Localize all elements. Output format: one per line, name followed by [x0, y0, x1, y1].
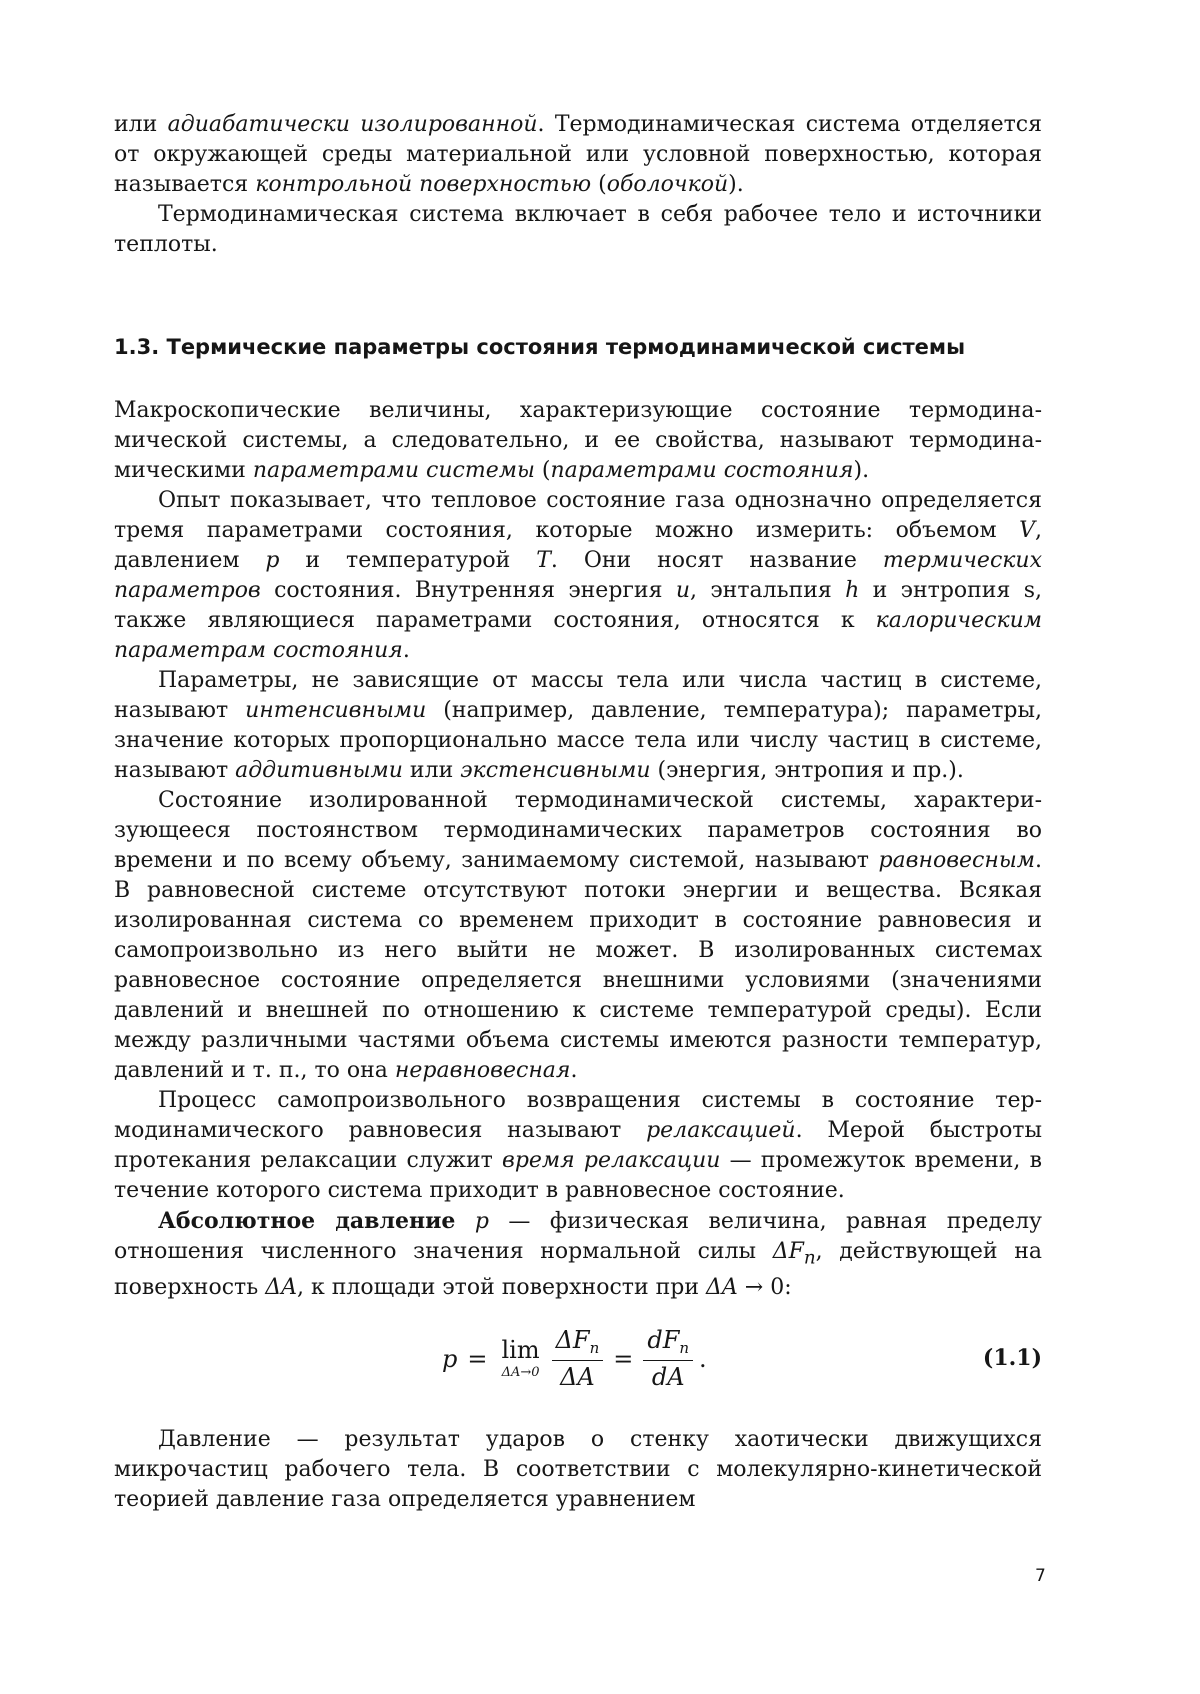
paragraph-intro-1: [114, 110, 1042, 200]
text-run: состояния. Внутренняя энергия: [260, 578, 676, 603]
math-symbol: ΔA: [265, 1275, 297, 1301]
text-run: , энтальпия: [690, 578, 846, 603]
paragraph-3: [114, 666, 1042, 786]
limit-subscript: ΔA→0: [501, 1365, 540, 1381]
italic-term: калорическим параметрам состояния: [114, 608, 1042, 663]
page-content: [114, 110, 1042, 1515]
math-subscript: n: [679, 1339, 690, 1358]
math-symbol: p: [265, 548, 280, 573]
text-run: → 0:: [737, 1275, 792, 1301]
page-number: 7: [1035, 1566, 1046, 1586]
math-symbol: p: [474, 1209, 489, 1234]
text-run: (: [534, 458, 551, 483]
equals-sign: =: [613, 1344, 634, 1373]
bold-term: Абсолютное давление: [158, 1208, 456, 1234]
limit-operator: [501, 1338, 539, 1379]
text-run: [455, 1209, 474, 1234]
italic-term: экстенсивными: [460, 758, 651, 783]
limit-word: lim: [501, 1336, 540, 1365]
equation-block: [114, 1311, 1042, 1419]
equals-sign: =: [467, 1344, 488, 1373]
text-run: или: [114, 112, 168, 137]
text-run: Параметры, не зависящие от массы тела или числа частиц в системе, называют: [114, 668, 1042, 723]
text-run: , к площади этой поверхности при: [296, 1275, 707, 1301]
paragraph-intro-2: Термодинамическая система включает в себя рабочее тело и источники теплоты.: [114, 202, 1042, 257]
text-run: — промежуток времени, в течение которого система приходит в равновесное состояние.: [114, 1148, 1042, 1203]
fraction-delta: [552, 1327, 604, 1390]
italic-term: термических параметров: [114, 548, 1042, 603]
math-symbol: dF: [647, 1326, 680, 1355]
text-run: (например, давление, температура); параметры, значение которых пропорционально массе тела или числу частиц в системе, называют: [114, 698, 1043, 783]
italic-term: контрольной поверхностью: [255, 172, 592, 197]
italic-term: неравновесная: [394, 1058, 571, 1083]
text-run: или: [402, 758, 461, 783]
text-run: Состояние изолированной термодинамической системы, характеризующееся постоянством термодинамических параметров состояния во времени и по всему объему, занимаемому системой, называют: [114, 788, 1042, 873]
italic-term: равновесным: [878, 848, 1035, 873]
text-run: ).: [853, 458, 870, 483]
math-subscript: n: [803, 1247, 816, 1269]
italic-term: оболочкой: [606, 172, 729, 197]
italic-term: параметрами системы: [252, 458, 535, 483]
text-run: Опыт показывает, что тепловое состояние газа однозначно определяется тремя параметрами состояния, которые можно измерить: объемом: [114, 488, 1042, 543]
paragraph-6: [114, 1206, 1042, 1303]
text-run: Процесс самопроизвольного возвращения системы в состояние термодинамического равновесия называют: [114, 1088, 1042, 1143]
math-symbol: V: [1019, 518, 1035, 543]
italic-term: интенсивными: [245, 698, 427, 723]
italic-term: адиабатически изолированной: [167, 112, 538, 137]
fraction-denominator: dA: [651, 1362, 685, 1391]
text-run: . Термодинамическая система отделяется от окружающей среды материальной или условной поверхностью, которая называется: [114, 112, 1043, 197]
section-heading: 1.3. Термические параметры состояния термодинамической системы: [114, 335, 966, 359]
text-run: (энергия, энтропия и пр.).: [650, 758, 964, 783]
math-symbol: h: [845, 578, 860, 603]
equation-lhs: p: [442, 1344, 458, 1373]
equation: [442, 1327, 707, 1390]
text-run: . В равновесной системе отсутствуют потоки энергии и вещества. Всякая изолированная система со временем приходит в состояние равновесия и самопроизвольно из него выйти не может. В изолированных системах равновесное состояние определяется внешними условиями (значениями давлений и внешней по отношению к системе температурой среды). Если между различными частями объема системы имеются разности температур, давлений и т. п., то она: [114, 848, 1042, 1083]
text-run: — физическая величина, равная пределу отношения численного значения нормальной силы: [114, 1209, 1042, 1264]
text-run: , действующей на поверхность: [114, 1239, 1042, 1301]
italic-term: релаксацией: [646, 1118, 796, 1143]
text-run: и температурой: [279, 548, 537, 573]
text-run: . Они носят название: [550, 548, 883, 573]
fraction-derivative: [643, 1327, 693, 1390]
text-run: (: [591, 172, 607, 197]
fraction-denominator: ΔA: [560, 1362, 595, 1391]
fraction-numerator: [643, 1327, 693, 1361]
math-subscript: n: [589, 1339, 600, 1358]
text-run: и энтропия s, также являющиеся параметрами состояния, относятся к: [114, 578, 1042, 633]
paragraph-1: [114, 396, 1042, 486]
math-symbol: T: [536, 548, 551, 573]
math-symbol: ΔA: [706, 1275, 738, 1301]
italic-term: время релаксации: [502, 1148, 721, 1173]
math-symbol: ΔF: [772, 1239, 804, 1264]
italic-term: аддитивными: [235, 758, 403, 783]
text-run: .: [402, 638, 410, 663]
paragraph-5: [114, 1086, 1042, 1206]
text-run: .: [570, 1058, 578, 1083]
equation-period: .: [699, 1344, 707, 1373]
italic-term: параметрами состояния: [550, 458, 854, 483]
paragraph-7: Давление — результат ударов о стенку хаотически движущихся микрочастиц рабочего тела. В соответствии с молекулярно-кинетической теорией давление газа определяется уравнением: [114, 1427, 1042, 1513]
paragraph-2: [114, 486, 1042, 666]
text-run: , давлением: [114, 518, 1042, 573]
math-symbol: ΔF: [555, 1326, 590, 1355]
text-run: Макроскопические величины, характеризующие состояние термодинамической системы, а следовательно, и ее свойства, называют термодинамическими: [114, 398, 1042, 483]
text-run: . Мерой быстроты протекания релаксации служит: [114, 1118, 1042, 1173]
math-symbol: u: [675, 578, 690, 603]
fraction-numerator: [552, 1327, 604, 1361]
text-run: ).: [728, 172, 744, 197]
equation-number: (1.1): [982, 1345, 1042, 1372]
paragraph-4: [114, 786, 1042, 1086]
